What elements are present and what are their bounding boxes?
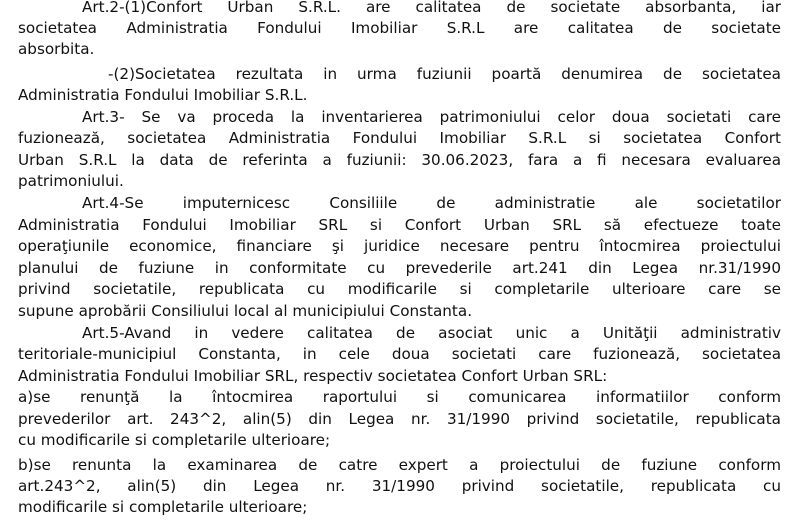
text-line: Administratia Fondului Imobiliar SRL si Confort Urban SRL să efectueze toate <box>18 216 781 234</box>
text-line: fuzionează, societatea Administratia Fondului Imobiliar S.R.L si societatea Confort <box>18 129 781 147</box>
text-line: Art.5-Avand in vedere calitatea de asociat unic a Unităţii administrativ <box>82 324 781 342</box>
text-line: supune aprobării Consiliului local al municipiului Constanta. <box>18 302 473 320</box>
text-line: Art.4-Se imputernicesc Consiliile de administratie ale societatilor <box>82 194 781 212</box>
text-line: a)se renunţă la întocmirea raportului si comunicarea informatiilor conform <box>18 388 781 406</box>
text-line: privind societatile, republicata cu modificarile si completarile ulterioare care se <box>18 280 781 298</box>
text-line: b)se renunta la examinarea de catre expert a proiectului de fuziune conform <box>18 456 781 474</box>
text-line: patrimoniului. <box>18 172 124 190</box>
text-line: operaţiunile economice, financiare şi juridice necesare pentru întocmirea proiectului <box>18 237 781 255</box>
text-line: Administratia Fondului Imobiliar S.R.L. <box>18 86 308 104</box>
text-line: absorbita. <box>18 40 95 58</box>
text-line: -(2)Societatea rezultata in urma fuziunii poartă denumirea de societatea <box>108 65 781 83</box>
text-line: art.243^2, alin(5) din Legea nr. 31/1990 privind societatile, republicata cu <box>18 477 781 495</box>
text-line: Art.2-(1)Confort Urban S.R.L. are calitatea de societate absorbanta, iar <box>82 0 781 16</box>
text-line: cu modificarile si completarile ulterioare; <box>18 431 331 449</box>
text-line: Administratia Fondului Imobiliar SRL, respectiv societatea Confort Urban SRL: <box>18 367 608 385</box>
text-line: societatea Administratia Fondului Imobiliar S.R.L are calitatea de societate <box>18 19 781 37</box>
text-line: planului de fuziune in conformitate cu prevederile art.241 din Legea nr.31/1990 <box>18 259 781 277</box>
text-line: teritoriale-municipiul Constanta, in cele doua societati care fuzionează, societatea <box>18 345 781 363</box>
text-line: modificarile si completarile ulterioare; <box>18 498 308 516</box>
text-line: prevederilor art. 243^2, alin(5) din Legea nr. 31/1990 privind societatile, republicata <box>18 410 781 428</box>
text-line: Urban S.R.L la data de referinta a fuziunii: 30.06.2023, fara a fi necesara evaluarea <box>18 151 781 169</box>
text-line: Art.3- Se va proceda la inventarierea patrimoniului celor doua societati care <box>82 108 781 126</box>
